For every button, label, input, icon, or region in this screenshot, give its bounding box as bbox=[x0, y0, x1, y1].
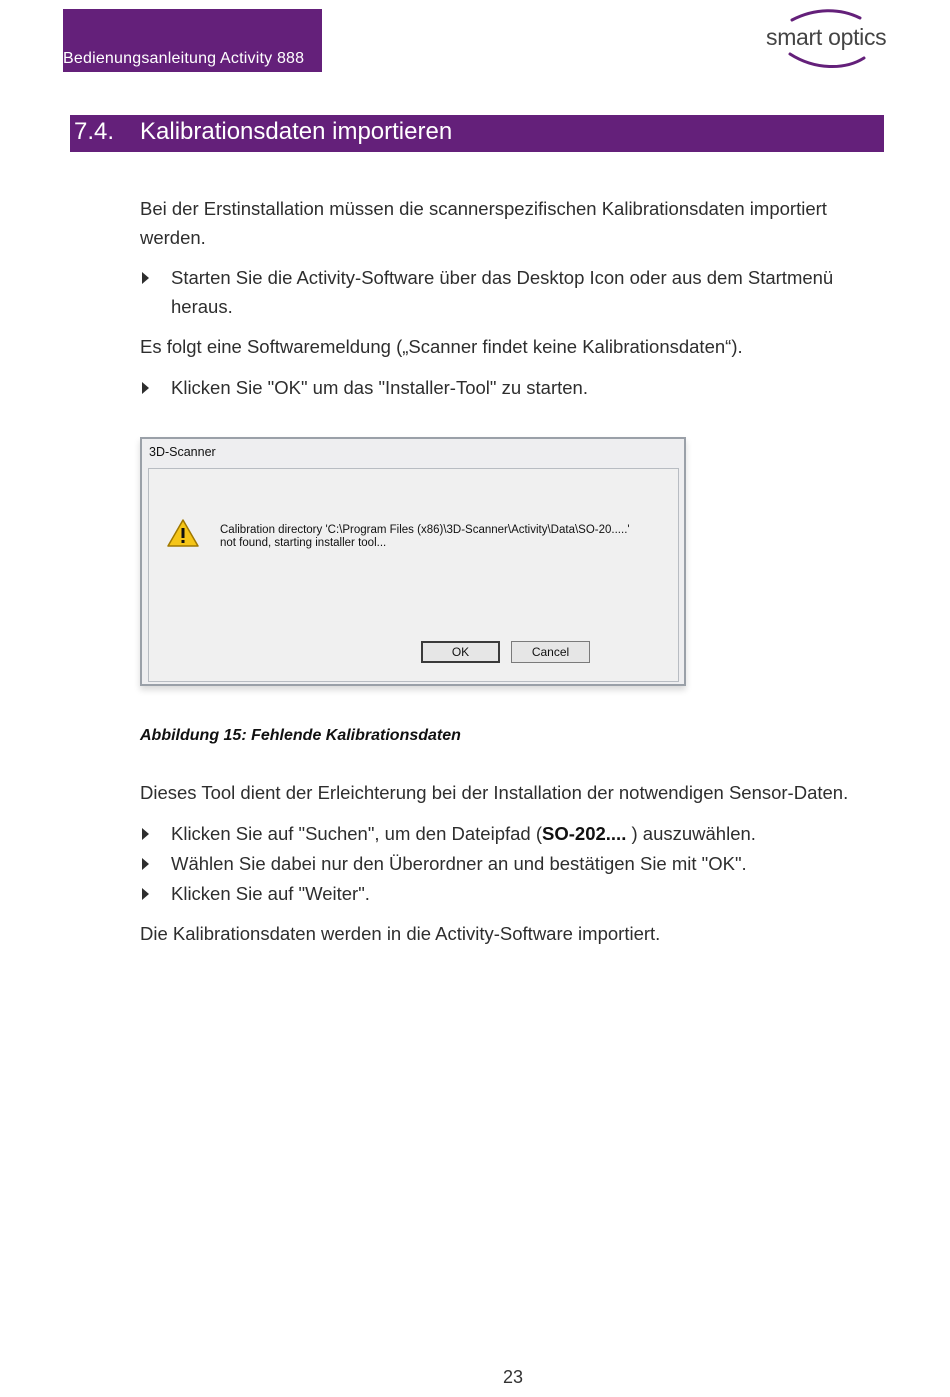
step-text: Klicken Sie "OK" um das "Installer-Tool" zu starten. bbox=[171, 377, 588, 398]
section-heading bbox=[70, 115, 884, 152]
warning-icon bbox=[166, 518, 200, 548]
dialog-message bbox=[220, 524, 660, 550]
step-select-folder bbox=[140, 849, 880, 878]
cancel-button[interactable]: Cancel bbox=[511, 641, 590, 663]
scanner-dialog-screenshot bbox=[140, 437, 686, 686]
bullet-arrow-icon bbox=[142, 272, 149, 284]
step-text: Klicken Sie auf "Weiter". bbox=[171, 883, 370, 904]
bullet-arrow-icon bbox=[142, 888, 149, 900]
intro-paragraph: Bei der Erstinstallation müssen die scannerspezifischen Kalibrationsdaten importiert werden. bbox=[140, 198, 827, 248]
step-click-next bbox=[140, 879, 880, 908]
step-search-path bbox=[140, 819, 880, 848]
final-note: Die Kalibrationsdaten werden in die Activity-Software importiert. bbox=[140, 923, 661, 944]
section-title: Kalibrationsdaten importieren bbox=[140, 118, 453, 145]
dialog-title: 3D-Scanner bbox=[149, 445, 216, 459]
message-note: Es folgt eine Softwaremeldung („Scanner findet keine Kalibrationsdaten“). bbox=[140, 336, 743, 357]
figure-caption: Abbildung 15: Fehlende Kalibrationsdaten bbox=[140, 727, 461, 744]
step-text: Starten Sie die Activity-Software über das Desktop Icon oder aus dem Startmenü heraus. bbox=[171, 267, 834, 317]
header-title: Bedienungsanleitung Activity 888 bbox=[63, 50, 305, 67]
bullet-arrow-icon bbox=[142, 382, 149, 394]
logo-text: smart optics bbox=[766, 24, 887, 50]
page-number: 23 bbox=[502, 1367, 524, 1387]
bullet-arrow-icon bbox=[142, 828, 149, 840]
dialog-message-line: Calibration directory 'C:\Program Files (x86)\3D-Scanner\Activity\Data\SO-20.....' bbox=[220, 524, 630, 536]
dialog-message-line: not found, starting installer tool... bbox=[220, 537, 387, 549]
step-click-ok bbox=[140, 373, 880, 402]
tool-note: Dieses Tool dient der Erleichterung bei der Installation der notwendigen Sensor-Daten. bbox=[140, 782, 849, 803]
bullet-arrow-icon bbox=[142, 858, 149, 870]
dialog-body bbox=[148, 468, 679, 682]
section-number: 7.4. bbox=[74, 118, 115, 145]
step-start-software bbox=[140, 263, 880, 321]
step-text: Wählen Sie dabei nur den Überordner an und bestätigen Sie mit "OK". bbox=[171, 853, 747, 874]
path-name: SO-202.... bbox=[542, 823, 627, 844]
ok-button[interactable]: OK bbox=[421, 641, 500, 663]
step-text: ) auszuwählen. bbox=[626, 823, 756, 844]
step-text: Klicken Sie auf "Suchen", um den Dateipfad ( bbox=[171, 823, 543, 844]
smart-optics-logo bbox=[760, 8, 890, 70]
